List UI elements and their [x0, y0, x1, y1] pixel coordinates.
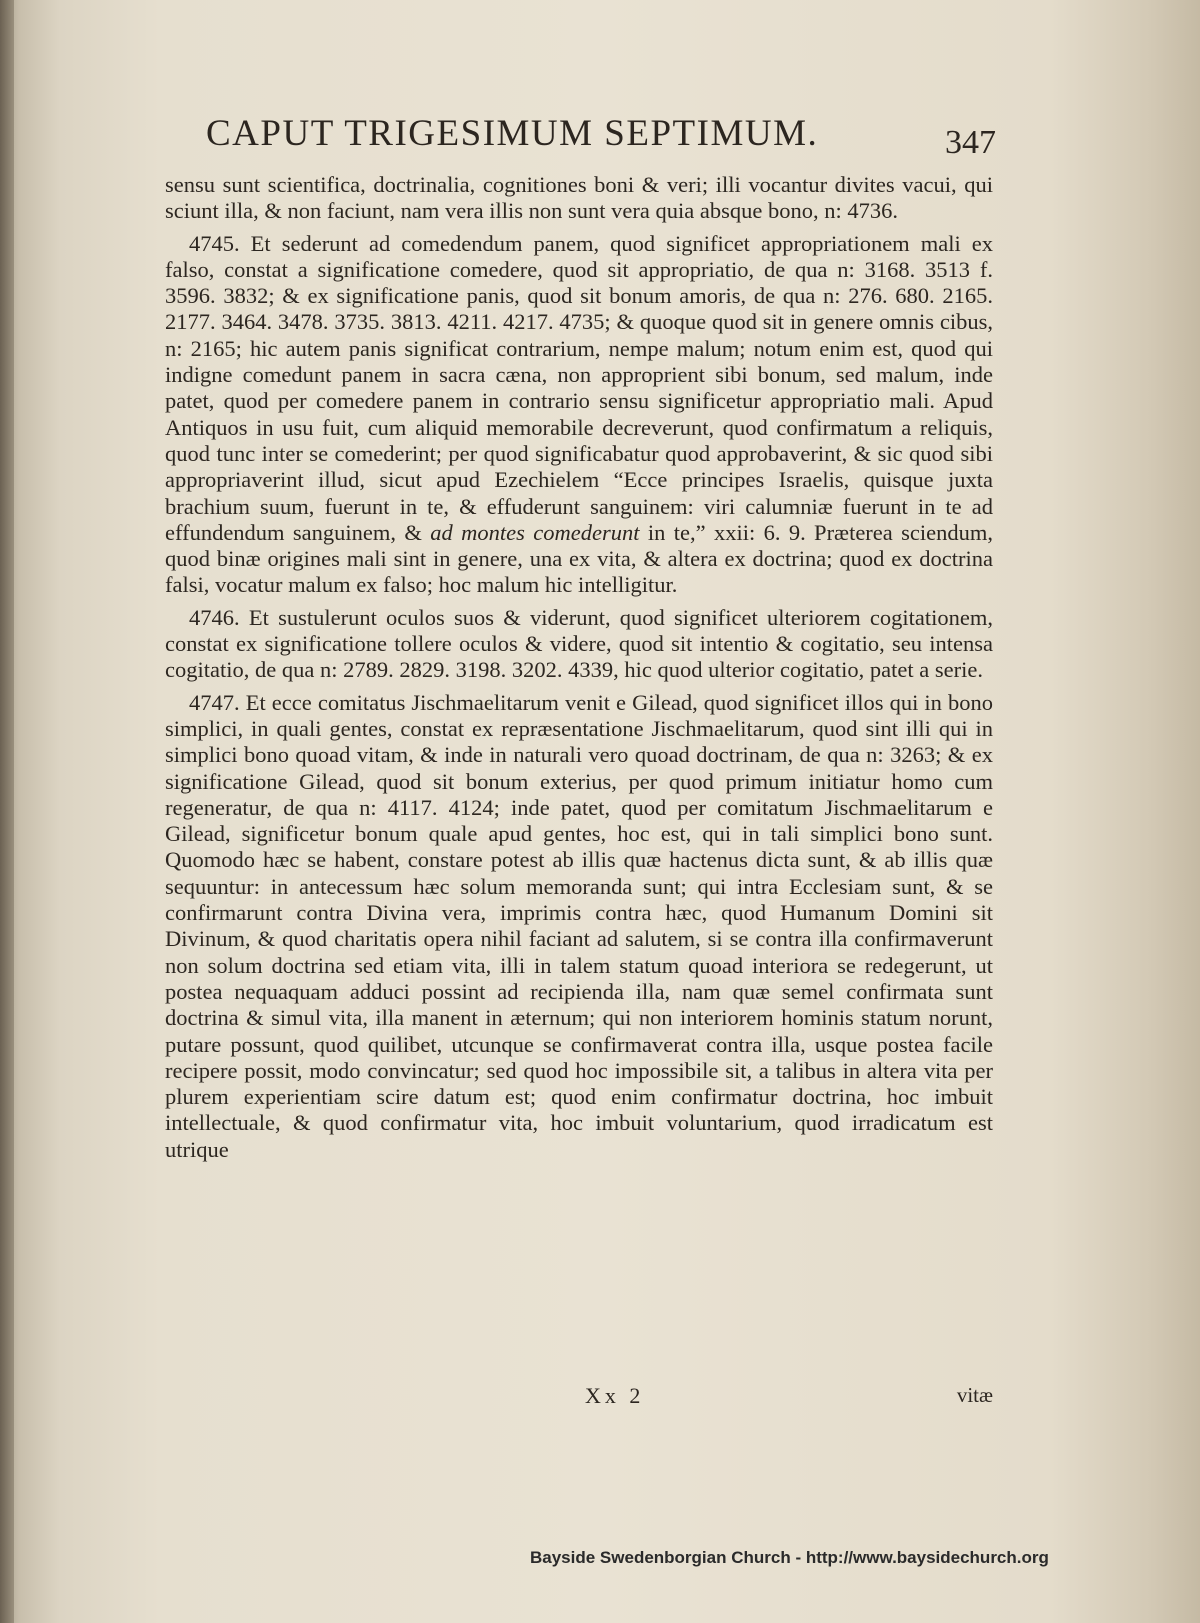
page-header	[206, 112, 996, 172]
continuation-paragraph: sensu sunt scientifica, doctrinalia, cognitiones boni & veri; illi vocantur divites vacui, qui sciunt illa, & non faciunt, nam vera illis non sunt vera quia absque bono, n: 4736.	[165, 172, 993, 224]
running-title: CAPUT TRIGESIMUM SEPTIMUM.	[206, 113, 819, 154]
catchword: vitæ	[956, 1383, 993, 1407]
paragraph-4746	[165, 605, 993, 684]
paragraph-number: 4746.	[189, 604, 240, 630]
paragraph-number: 4745.	[189, 230, 240, 256]
paragraph-text-after: in te,” xxii: 6. 9. Præterea sciendum, quod binæ origines mali sint in genere, una ex vita, & altera ex doctrina; quod ex doctrina falsi, vocatur malum ex falso; hoc malum hic intelligitur.	[165, 519, 993, 598]
body-text	[165, 172, 993, 1163]
paragraph-text: Et sustulerunt oculos suos & viderunt, quod significet ulteriorem cogitationem, constat ex significatione tollere oculos & videre, quod sit intentio & cogitatio, seu intensa cogitatio, de qua n: 2789. 2829. 3198. 3202. 4339, hic quod ulterior cogitatio, patet a serie.	[165, 604, 994, 683]
paragraph-text: Et ecce comitatus Jischmaelitarum venit e Gilead, quod significet illos qui in bono simplici, in quali gentes, constat ex repræsentatione Jischmaelitarum, quod sint illi qui in simplici bono quoad vitam, & inde in naturali vero quoad doctrinam, de qua n: 3263; & ex significatione Gilead, quod sit bonum exterius, per quod primum initiatur homo cum regeneratur, de qua n: 4117. 4124; inde patet, quod per comitatum Jischmaelitarum e Gilead, significetur bonum quale apud gentes, hoc est, qui in tali simplici bono sunt. Quomodo hæc se habent, constare potest ab illis quæ hactenus dicta sunt, & ab illis quæ sequuntur: in antecessum hæc solum memoranda sunt; qui intra Ecclesiam sunt, & se confirmarunt contra Divina vera, imprimis contra hæc, quod Humanum Domini sit Divinum, & quod charitatis opera nihil faciant ad salutem, si se contra illa confirmaverunt non solum doctrina sed etiam vita, illi in talem statum quoad interiora se redegerunt, ut postea nequaquam adduci possint ad recipienda illa, nam quæ semel confirmata sunt doctrina & simul vita, illa manent in æternum; qui non interiorem hominis statum norunt, putare possunt, quod quilibet, utcunque se confirmaverat contra illa, usque postea facile recipere possit, modo convincatur; sed quod hoc impossibile sit, a talibus in altera vita per plurem experientiam scire datum est; quod enim confirmatur doctrina, hoc imbuit intellectuale, & quod confirmatur vita, hoc imbuit voluntarium, quod irradicatum est utrique	[165, 689, 993, 1162]
paragraph-4745	[165, 231, 993, 599]
page-footer	[165, 1383, 993, 1413]
book-spine-shadow	[0, 0, 14, 1623]
watermark-credit: Bayside Swedenborgian Church - http://www.baysidechurch.org	[530, 1548, 1049, 1567]
paragraph-text: Et sederunt ad comedendum panem, quod significet appropriationem mali ex falso, constat a significatione comedere, quod sit appropriatio, de qua n: 3168. 3513 f. 3596. 3832; & ex significatione panis, quod sit bonum amoris, de qua n: 276. 680. 2165. 2177. 3464. 3478. 3735. 3813. 4211. 4217. 4735; & quoque quod sit in genere omnis cibus, n: 2165; hic autem panis significat contrarium, nempe malum; notum enim est, quod qui indigne comedunt panem in sacra cæna, non approprient sibi bonum, sed malum, inde patet, quod per comedere panem in contrario sensu significetur appropriatio mali. Apud Antiquos in usu fuit, cum aliquid memorabile decreverunt, quod confirmatum a reliquis, quod tunc inter se comederint; per quod significabatur quod approbaverint, & sic quod sibi appropriaverint illud, sicut apud Ezechielem “Ecce principes Israelis, quisque juxta brachium suum, fuerunt in te, & effuderunt sanguinem: viri calumniæ fuerunt in te ad effundendum sanguinem, &	[165, 230, 993, 545]
page-number: 347	[945, 124, 996, 161]
italic-phrase: ad montes comederunt	[430, 519, 640, 545]
paragraph-4747	[165, 690, 993, 1163]
signature-mark: Xx 2	[585, 1383, 645, 1408]
paragraph-number: 4747.	[189, 689, 240, 715]
